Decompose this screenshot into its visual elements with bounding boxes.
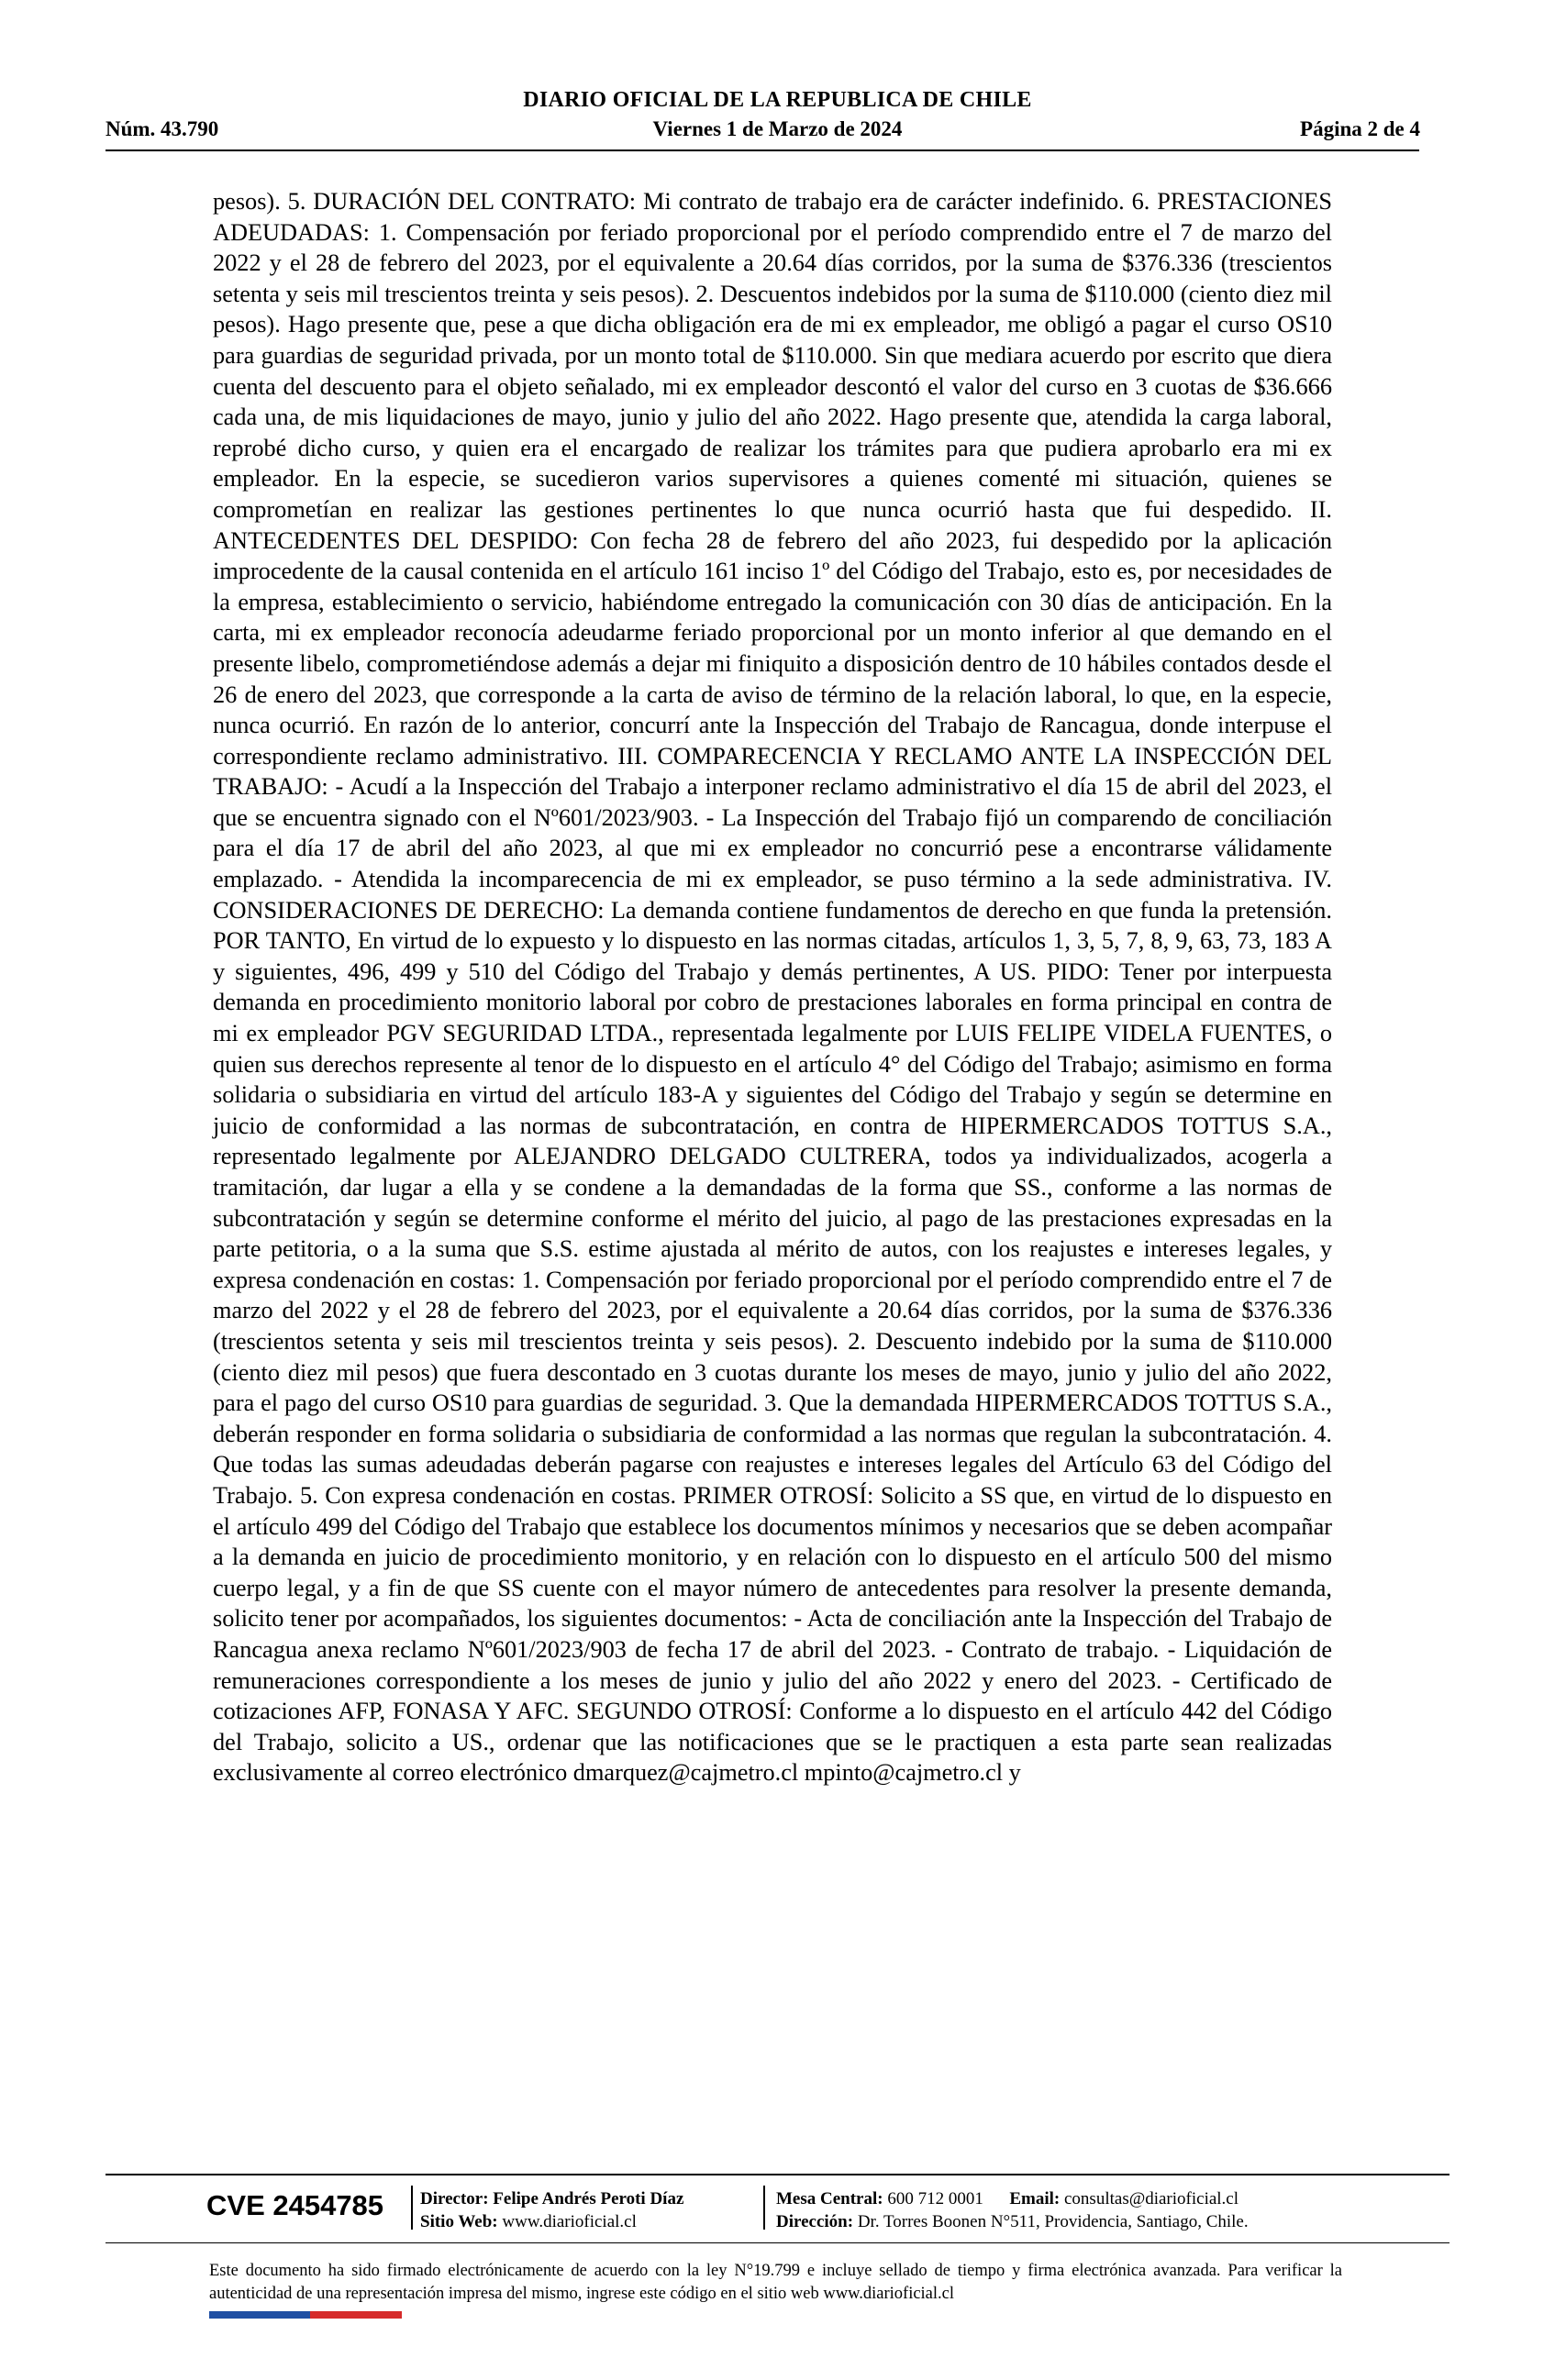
- email-label: Email:: [1009, 2189, 1061, 2208]
- address-label: Dirección:: [776, 2212, 854, 2231]
- footer-separator: [763, 2186, 765, 2230]
- phone-value: 600 712 0001: [887, 2189, 983, 2208]
- footer-divider-top: [106, 2174, 1449, 2175]
- newspaper-title: DIARIO OFICIAL DE LA REPUBLICA DE CHILE: [523, 88, 1032, 112]
- flag-stripe-red: [310, 2311, 402, 2319]
- footer-director: [420, 2187, 683, 2233]
- issue-number: Núm. 43.790: [106, 117, 219, 140]
- signature-disclaimer: Este documento ha sido firmado electrónicamente de acuerdo con la ley N°19.799 e incluye sellado de tiempo y firma electrónica avanzada. Para verificar la autenticidad de una representación impresa del mismo, ingrese este código en el sitio web www.diarioficial.cl: [209, 2262, 1342, 2303]
- web-value[interactable]: www.diarioficial.cl: [502, 2212, 637, 2231]
- flag-stripe-blue: [209, 2311, 310, 2319]
- body-text: pesos). 5. DURACIÓN DEL CONTRATO: Mi contrato de trabajo era de carácter indefinido. 6. PRESTACIONES ADEUDADAS: 1. Compensación por feriado proporcional por el período comprendido entre el 7 de marzo del 2022 y el 28 de febrero del 2023, por el equivalente a 20.64 días corridos, por la suma de $376.336 (trescientos setenta y seis mil trescientos treinta y seis pesos). 2. Descuentos indebidos por la suma de $110.000 (ciento diez mil pesos). Hago presente que, pese a que dicha obligación era de mi ex empleador, me obligó a pagar el curso OS10 para guardias de seguridad privada, por un monto total de $110.000. Sin que mediara acuerdo por escrito que diera cuenta del descuento para el objeto señalado, mi ex empleador descontó el valor del curso en 3 cuotas de $36.666 cada una, de mis liquidaciones de mayo, junio y julio del año 2022. Hago presente que, atendida la carga laboral, reprobé dicho curso, y quien era el encargado de realizar los trámites para que pudiera aprobarlo era mi ex empleador. En la especie, se sucedieron varios supervisores a quienes comenté mi situación, quienes se comprometían en realizar las gestiones pertinentes lo que nunca ocurrió hasta que fui despedido. II. ANTECEDENTES DEL DESPIDO: Con fecha 28 de febrero del año 2023, fui despedido por la aplicación improcedente de la causal contenida en el artículo 161 inciso 1º del Código del Trabajo, esto es, por necesidades de la empresa, establecimiento o servicio, habiéndome entregado la comunicación con 30 días de anticipación. En la carta, mi ex empleador reconocía adeudarme feriado proporcional por un monto inferior al que demando en el presente libelo, comprometiéndose además a dejar mi finiquito a disposición dentro de 10 hábiles contados desde el 26 de enero del 2023, que corresponde a la carta de aviso de término de la relación laboral, lo que, en la especie, nunca ocurrió. En razón de lo anterior, concurrí ante la Inspección del Trabajo de Rancagua, donde interpuse el correspondiente reclamo administrativo. III. COMPARECENCIA Y RECLAMO ANTE LA INSPECCIÓN DEL TRABAJO: - Acudí a la Inspección del Trabajo a interponer reclamo administrativo el día 15 de abril del 2023, el que se encuentra signado con el Nº601/2023/903. - La Inspección del Trabajo fijó un comparendo de conciliación para el día 17 de abril del año 2023, al que mi ex empleador no concurrió pese a encontrarse válidamente emplazado. - Atendida la incomparecencia de mi ex empleador, se puso término a la sede administrativa. IV. CONSIDERACIONES DE DERECHO: La demanda contiene fundamentos de derecho en que funda la pretensión. POR TANTO, En virtud de lo expuesto y lo dispuesto en las normas citadas, artículos 1, 3, 5, 7, 8, 9, 63, 73, 183 A y siguientes, 496, 499 y 510 del Código del Trabajo y demás pertinentes, A US. PIDO: Tener por interpuesta demanda en procedimiento monitorio laboral por cobro de prestaciones laborales en forma principal en contra de mi ex empleador PGV SEGURIDAD LTDA., representada legalmente por LUIS FELIPE VIDELA FUENTES, o quien sus derechos represente al tenor de lo dispuesto en el artículo 4° del Código del Trabajo; asimismo en forma solidaria o subsidiaria en virtud del artículo 183-A y siguientes del Código del Trabajo y según se determine en juicio de conformidad a las normas de subcontratación, en contra de HIPERMERCADOS TOTTUS S.A., representado legalmente por ALEJANDRO DELGADO CULTRERA, todos ya individualizados, acogerla a tramitación, dar lugar a ella y se condene a la demandadas de la forma que SS., conforme a las normas de subcontratación y según se determine conforme el mérito del juicio, al pago de las prestaciones expresadas en la parte petitoria, o a la suma que S.S. estime ajustada al mérito de autos, con los reajustes e intereses legales, y expresa condenación en costas: 1. Compensación por feriado proporcional por el período comprendido entre el 7 de marzo del 2022 y el 28 de febrero del 2023, por el equivalente a 20.64 días corridos, por la suma de $376.336 (trescientos setenta y seis mil trescientos treinta y seis pesos). 2. Descuento indebido por la suma de $110.000 (ciento diez mil pesos) que fuera descontado en 3 cuotas durante los meses de mayo, junio y julio del año 2022, para el pago del curso OS10 para guardias de seguridad. 3. Que la demandada HIPERMERCADOS TOTTUS S.A., deberán responder en forma solidaria o subsidiaria de conformidad a las normas que regulan la subcontratación. 4. Que todas las sumas adeudadas deberán pagarse con reajustes e intereses legales del Artículo 63 del Código del Trabajo. 5. Con expresa condenación en costas. PRIMER OTROSÍ: Solicito a SS que, en virtud de lo dispuesto en el artículo 499 del Código del Trabajo que establece los documentos mínimos y necesarios que se deben acompañar a la demanda en juicio de procedimiento monitorio, y en relación con lo dispuesto en el artículo 500 del mismo cuerpo legal, y a fin de que SS cuente con el mayor número de antecedentes para resolver la presente demanda, solicito tener por acompañados, los siguientes documentos: - Acta de conciliación ante la Inspección del Trabajo de Rancagua anexa reclamo Nº601/2023/903 de fecha 17 de abril del 2023. - Contrato de trabajo. - Liquidación de remuneraciones correspondiente a los meses de junio y julio del año 2022 y enero del 2023. - Certificado de cotizaciones AFP, FONASA Y AFC. SEGUNDO OTROSÍ: Conforme a lo dispuesto en el artículo 442 del Código del Trabajo, solicito a US., ordenar que las notificaciones que se le practiquen a esta parte sean realizadas exclusivamente al correo electrónico dmarquez@cajmetro.cl mpinto@cajmetro.cl y: [213, 188, 1332, 1787]
- director-value: Felipe Andrés Peroti Díaz: [493, 2189, 684, 2208]
- footer-divider-bottom: [106, 2242, 1449, 2243]
- header-divider: [106, 149, 1419, 151]
- issue-date: Viernes 1 de Marzo de 2024: [652, 117, 903, 140]
- cve-code: CVE 2454785: [206, 2189, 384, 2221]
- director-label: Director:: [420, 2189, 489, 2208]
- page-indicator: Página 2 de 4: [1300, 117, 1420, 140]
- web-label: Sitio Web:: [420, 2212, 498, 2231]
- footer-contact: [776, 2187, 1249, 2233]
- address-value: Dr. Torres Boonen N°511, Providencia, Santiago, Chile.: [857, 2212, 1249, 2231]
- footer-separator: [411, 2186, 413, 2230]
- email-value[interactable]: consultas@diarioficial.cl: [1064, 2189, 1239, 2208]
- phone-label: Mesa Central:: [776, 2189, 883, 2208]
